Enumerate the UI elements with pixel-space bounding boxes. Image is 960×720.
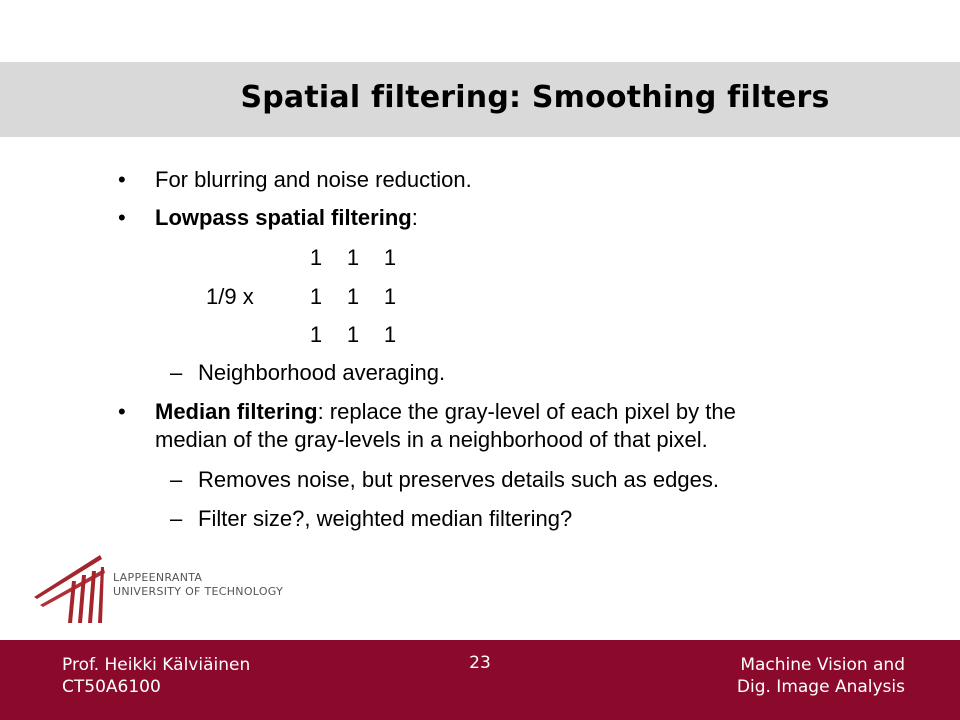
university-logo-icon bbox=[32, 553, 112, 625]
logo-text-line1: LAPPEENRANTA bbox=[113, 571, 203, 584]
subbullet-neighborhood: Neighborhood averaging. bbox=[198, 360, 446, 385]
slide-title: Spatial filtering: Smoothing filters bbox=[240, 80, 830, 115]
matrix-cell: 1 bbox=[346, 284, 360, 309]
footer-course-title-line1: Machine Vision and bbox=[740, 655, 905, 675]
matrix-cell: 1 bbox=[346, 322, 360, 347]
matrix-cell: 1 bbox=[346, 245, 360, 270]
matrix-cell: 1 bbox=[383, 245, 397, 270]
bullet-text-median-rest: : replace the gray-level of each pixel by the bbox=[317, 399, 736, 424]
footer-course: CT50A6100 bbox=[62, 677, 161, 697]
dash-icon: – bbox=[170, 506, 183, 531]
matrix-cell: 1 bbox=[383, 322, 397, 347]
bold-term-lowpass: Lowpass spatial filtering bbox=[155, 205, 412, 230]
bullet-icon: • bbox=[118, 167, 126, 192]
bullet-text-median bbox=[155, 399, 736, 425]
footer-bar bbox=[0, 640, 960, 720]
matrix-cell: 1 bbox=[309, 284, 323, 309]
dash-icon: – bbox=[170, 360, 183, 385]
subbullet-filter-size: Filter size?, weighted median filtering? bbox=[198, 506, 573, 531]
subbullet-removes-noise: Removes noise, but preserves details such as edges. bbox=[198, 467, 719, 492]
page-number: 23 bbox=[469, 653, 491, 673]
matrix-cell: 1 bbox=[383, 284, 397, 309]
footer-author: Prof. Heikki Kälviäinen bbox=[62, 655, 251, 675]
bullet-text-median-line2: median of the gray-levels in a neighborhood of that pixel. bbox=[155, 427, 708, 452]
dash-icon: – bbox=[170, 467, 183, 492]
bullet-text-lowpass bbox=[155, 205, 418, 231]
logo-text-line2: UNIVERSITY OF TECHNOLOGY bbox=[113, 585, 284, 598]
bullet-text-colon: : bbox=[411, 205, 418, 230]
matrix-prefix: 1/9 x bbox=[206, 284, 254, 309]
matrix-cell: 1 bbox=[309, 245, 323, 270]
bullet-text-blurring: For blurring and noise reduction. bbox=[155, 167, 472, 192]
footer-course-title-line2: Dig. Image Analysis bbox=[736, 677, 905, 697]
bold-term-median: Median filtering bbox=[155, 399, 318, 424]
footer-right bbox=[737, 654, 905, 698]
bullet-icon: • bbox=[118, 399, 126, 424]
bullet-icon: • bbox=[118, 205, 126, 230]
matrix-cell: 1 bbox=[309, 322, 323, 347]
